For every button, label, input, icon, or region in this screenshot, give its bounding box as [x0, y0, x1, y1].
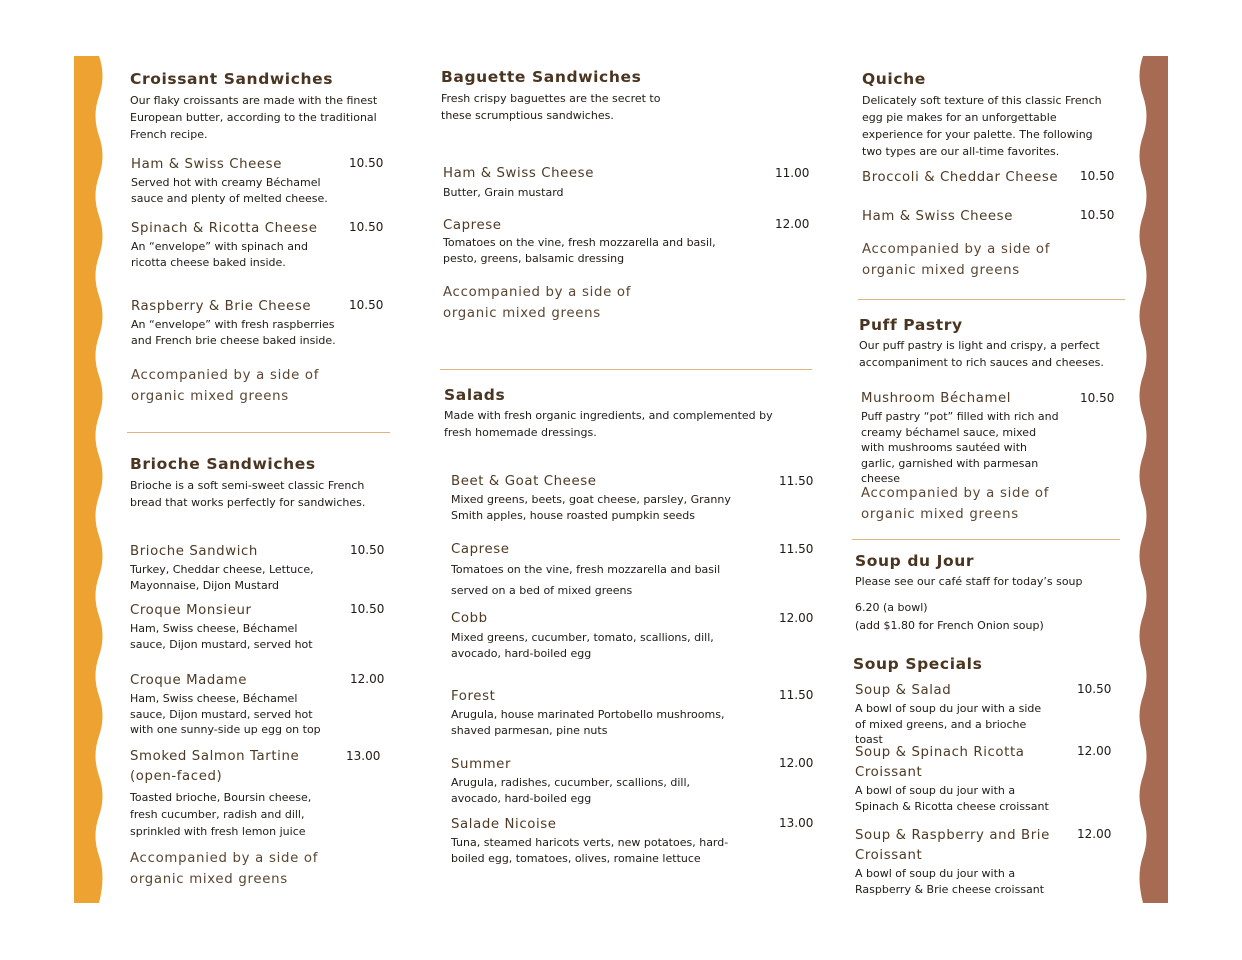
menu-item-price: 10.50 [349, 220, 384, 234]
menu-item-price: 10.50 [350, 543, 385, 557]
menu-item-price: 12.00 [1077, 744, 1112, 758]
menu-item-price: 12.00 [350, 672, 385, 686]
menu-item-description: Ham, Swiss cheese, Béchamel sauce, Dijon mustard, served hot with one sunny-side up egg on top [130, 692, 321, 736]
brioche-accompaniment-note: Accompanied by a side of organic mixed greens [130, 851, 319, 887]
menu-item-description-extra: served on a bed of mixed greens [451, 584, 633, 597]
right-decorative-band [1138, 56, 1168, 903]
menu-item-description: Butter, Grain mustard [443, 186, 564, 199]
section-divider [440, 369, 812, 370]
soup-du-jour-title: Soup du Jour [855, 552, 975, 570]
menu-item-name: Beet & Goat Cheese [451, 474, 597, 489]
menu-item-description: Arugula, house marinated Portobello mushrooms, shaved parmesan, pine nuts [451, 708, 725, 737]
puff-pastry-section-title: Puff Pastry [859, 316, 963, 334]
menu-item-price: 10.50 [350, 602, 385, 616]
section-divider [852, 539, 1120, 540]
menu-item-price: 12.00 [775, 217, 810, 231]
menu-item-price: 12.00 [779, 611, 814, 625]
puff-pastry-section-description: Our puff pastry is light and crispy, a perfect accompaniment to rich sauces and cheeses. [859, 339, 1104, 369]
menu-item-price: 13.00 [779, 816, 814, 830]
menu-item-name: Caprese [451, 542, 510, 557]
menu-item-description: Toasted brioche, Boursin cheese, fresh cucumber, radish and dill, sprinkled with fresh lemon juice [130, 791, 312, 838]
baguette-accompaniment-note: Accompanied by a side of organic mixed greens [443, 285, 632, 321]
menu-item-description: Mixed greens, beets, goat cheese, parsley, Granny Smith apples, house roasted pumpkin seeds [451, 493, 731, 522]
menu-item-price: 11.50 [779, 542, 814, 556]
baguette-section-description: Fresh crispy baguettes are the secret to these scrumptious sandwiches. [441, 92, 661, 122]
puff-pastry-accompaniment-note: Accompanied by a side of organic mixed greens [861, 486, 1050, 522]
menu-item-name: Soup & Spinach Ricotta Croissant [855, 745, 1025, 780]
menu-item-name: Spinach & Ricotta Cheese [131, 221, 318, 236]
salads-section-description: Made with fresh organic ingredients, and complemented by fresh homemade dressings. [444, 409, 773, 439]
menu-item-name: Ham & Swiss Cheese [862, 209, 1013, 224]
brioche-section-title: Brioche Sandwiches [130, 455, 316, 473]
menu-item-description: Turkey, Cheddar cheese, Lettuce, Mayonnaise, Dijon Mustard [130, 563, 314, 592]
section-divider [127, 432, 390, 433]
menu-item-name: Ham & Swiss Cheese [131, 157, 282, 172]
menu-item-name: Mushroom Béchamel [861, 391, 1012, 406]
croissant-section-description: Our flaky croissants are made with the finest European butter, according to the traditional French recipe. [130, 94, 378, 141]
quiche-accompaniment-note: Accompanied by a side of organic mixed greens [862, 242, 1051, 278]
menu-item-description: Ham, Swiss cheese, Béchamel sauce, Dijon mustard, served hot [130, 622, 313, 651]
menu-item-price: 12.00 [779, 756, 814, 770]
menu-item-name: Soup & Raspberry and Brie Croissant [855, 828, 1050, 863]
soup-du-jour-description: Please see our café staff for today’s soup [855, 575, 1083, 588]
quiche-section-title: Quiche [862, 70, 926, 88]
croissant-accompaniment-note: Accompanied by a side of organic mixed greens [131, 368, 320, 404]
menu-item-name: Ham & Swiss Cheese [443, 166, 594, 181]
menu-item-name: Forest [451, 689, 496, 704]
menu-item-description: Tomatoes on the vine, fresh mozzarella and basil [451, 563, 721, 576]
menu-item-name: Summer [451, 757, 512, 772]
menu-item-price: 10.50 [1077, 682, 1112, 696]
menu-item-price: 10.50 [1080, 391, 1115, 405]
french-onion-note: (add $1.80 for French Onion soup) [855, 619, 1044, 632]
menu-item-description: A bowl of soup du jour with a Spinach & Ricotta cheese croissant [855, 784, 1049, 813]
menu-item-name: Salade Nicoise [451, 817, 557, 832]
menu-item-name: Smoked Salmon Tartine (open-faced) [130, 749, 300, 784]
menu-item-description: Arugula, radishes, cucumber, scallions, dill, avocado, hard-boiled egg [451, 776, 691, 805]
menu-item-name: Brioche Sandwich [130, 544, 258, 559]
menu-item-name: Raspberry & Brie Cheese [131, 299, 312, 314]
menu-item-name: Croque Madame [130, 673, 248, 688]
menu-item-name: Caprese [443, 218, 502, 233]
menu-item-price: 11.00 [775, 166, 810, 180]
menu-item-description: Tuna, steamed haricots verts, new potatoes, hard-boiled egg, tomatoes, olives, romaine lettuce [451, 836, 729, 865]
menu-item-price: 11.50 [779, 474, 814, 488]
menu-item-price: 10.50 [349, 298, 384, 312]
menu-item-name: Croque Monsieur [130, 603, 252, 618]
menu-item-description: A bowl of soup du jour with a side of mixed greens, and a brioche toast [855, 702, 1042, 746]
menu-item-name: Broccoli & Cheddar Cheese [862, 170, 1059, 185]
soup-specials-title: Soup Specials [853, 655, 983, 673]
left-decorative-band [74, 56, 104, 903]
menu-item-price: 13.00 [346, 749, 381, 763]
menu-item-name: Cobb [451, 611, 488, 626]
menu-item-description: Mixed greens, cucumber, tomato, scallions, dill, avocado, hard-boiled egg [451, 631, 714, 660]
menu-item-description: Puff pastry “pot” filled with rich and creamy béchamel sauce, mixed with mushrooms sautéed with garlic, garnished with parmesan cheese [861, 410, 1059, 485]
quiche-section-description: Delicately soft texture of this classic French egg pie makes for an unforgettable experience for your palette. The following two types are our all-time favorites. [862, 94, 1102, 158]
menu-item-description: An “envelope” with fresh raspberries and French brie cheese baked inside. [131, 318, 336, 347]
menu-item-description: A bowl of soup du jour with a Raspberry & Brie cheese croissant [855, 867, 1045, 896]
menu-item-description: Tomatoes on the vine, fresh mozzarella and basil, pesto, greens, balsamic dressing [443, 236, 716, 265]
salads-section-title: Salads [444, 386, 506, 404]
baguette-section-title: Baguette Sandwiches [441, 68, 642, 86]
menu-item-price: 11.50 [779, 688, 814, 702]
soup-du-jour-price: 6.20 (a bowl) [855, 601, 928, 614]
menu-item-price: 10.50 [1080, 208, 1115, 222]
menu-item-price: 10.50 [1080, 169, 1115, 183]
menu-item-price: 10.50 [349, 156, 384, 170]
menu-item-description: Served hot with creamy Béchamel sauce and plenty of melted cheese. [131, 176, 328, 205]
brioche-section-description: Brioche is a soft semi-sweet classic French bread that works perfectly for sandwiches. [130, 479, 366, 509]
menu-item-description: An “envelope” with spinach and ricotta cheese baked inside. [131, 240, 308, 269]
croissant-section-title: Croissant Sandwiches [130, 70, 334, 88]
menu-item-name: Soup & Salad [855, 683, 952, 698]
menu-item-price: 12.00 [1077, 827, 1112, 841]
section-divider [858, 299, 1125, 300]
